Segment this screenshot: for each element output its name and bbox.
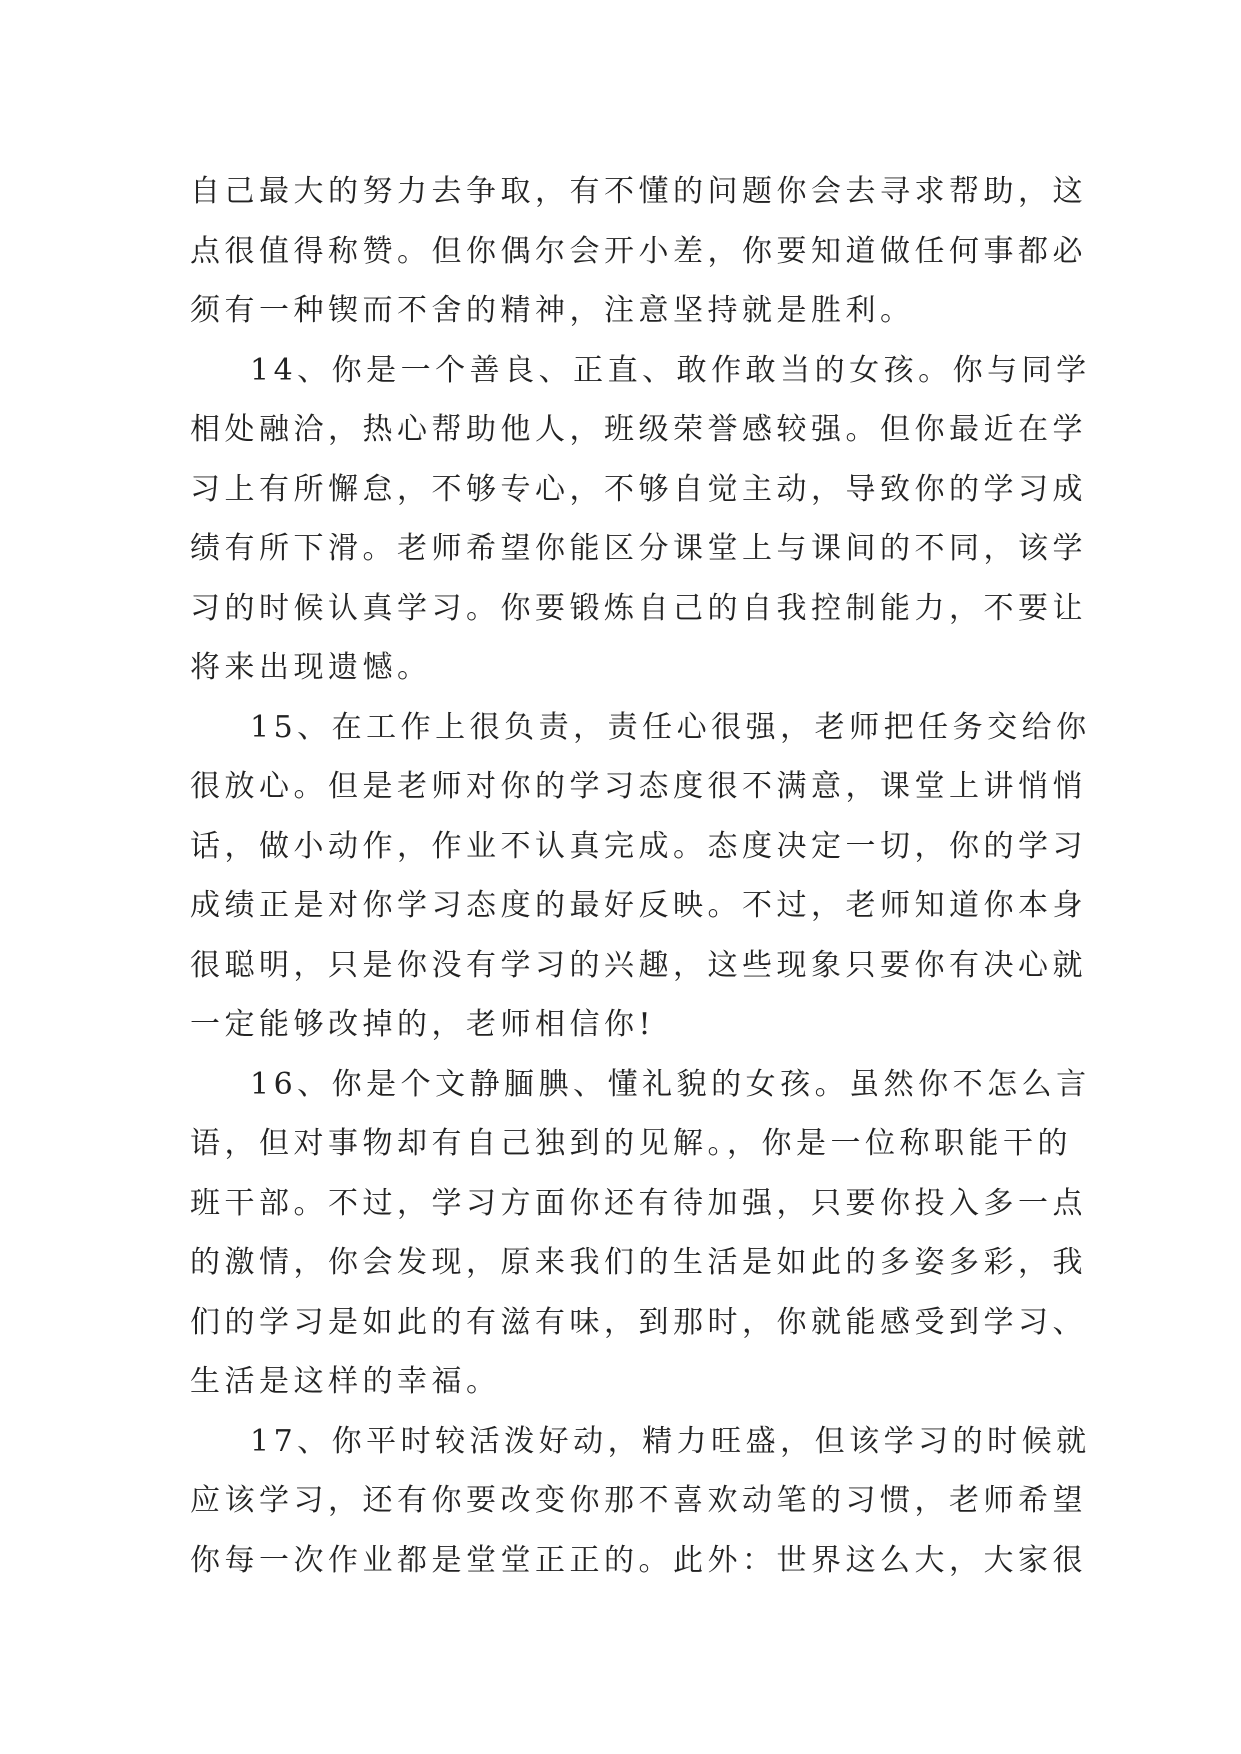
text-line: 习的时候认真学习。你要锻炼自己的自我控制能力，不要让 xyxy=(190,590,1087,626)
text-line: 很聪明，只是你没有学习的兴趣，这些现象只要你有决心就 xyxy=(190,947,1087,983)
text-line: 须有一种锲而不舍的精神，注意坚持就是胜利。 xyxy=(190,293,915,328)
text-line: 相处融洽，热心帮助他人，班级荣誉感较强。但你最近在学 xyxy=(190,412,1087,447)
paragraph-16-start: 16、你是个文静腼腆、懂礼貌的女孩。虽然你不怎么言 xyxy=(250,1066,1091,1102)
text-line: 点很值得称赞。但你偶尔会开小差，你要知道做任何事都必 xyxy=(190,233,1087,269)
text-line: 语，但对事物却有自己独到的见解。，你是一位称职能干的 xyxy=(190,1126,1072,1161)
text-line: 们的学习是如此的有滋有味，到那时，你就能感受到学习、 xyxy=(190,1304,1087,1340)
text-line: 将来出现遗憾。 xyxy=(190,650,432,685)
paragraph-15-start: 15、在工作上很负责，责任心很强，老师把任务交给你 xyxy=(250,709,1091,745)
text-line: 自己最大的努力去争取，有不懂的问题你会去寻求帮助，这 xyxy=(190,174,1087,209)
text-line: 很放心。但是老师对你的学习态度很不满意，课堂上讲悄悄 xyxy=(190,769,1087,804)
text-line: 一定能够改掉的，老师相信你! xyxy=(190,1007,656,1042)
text-line: 生活是这样的幸福。 xyxy=(190,1364,501,1399)
paragraph-14-start: 14、你是一个善良、正直、敢作敢当的女孩。你与同学 xyxy=(250,352,1091,388)
text-line: 成绩正是对你学习态度的最好反映。不过，老师知道你本身 xyxy=(190,888,1087,923)
text-line: 班干部。不过，学习方面你还有待加强，只要你投入多一点 xyxy=(190,1185,1087,1221)
text-line: 应该学习，还有你要改变你那不喜欢动笔的习惯，老师希望 xyxy=(190,1483,1087,1518)
text-line: 绩有所下滑。老师希望你能区分课堂上与课间的不同，该学 xyxy=(190,531,1087,566)
paragraph-17-start: 17、你平时较活泼好动，精力旺盛，但该学习的时候就 xyxy=(250,1423,1091,1459)
text-line: 的激情，你会发现，原来我们的生活是如此的多姿多彩，我 xyxy=(190,1245,1087,1280)
text-line: 习上有所懈怠，不够专心，不够自觉主动，导致你的学习成 xyxy=(190,471,1087,507)
text-line: 话，做小动作，作业不认真完成。态度决定一切，你的学习 xyxy=(190,828,1087,864)
document-body xyxy=(190,162,1091,1590)
text-line: 你每一次作业都是堂堂正正的。此外：世界这么大，大家很 xyxy=(190,1542,1087,1578)
